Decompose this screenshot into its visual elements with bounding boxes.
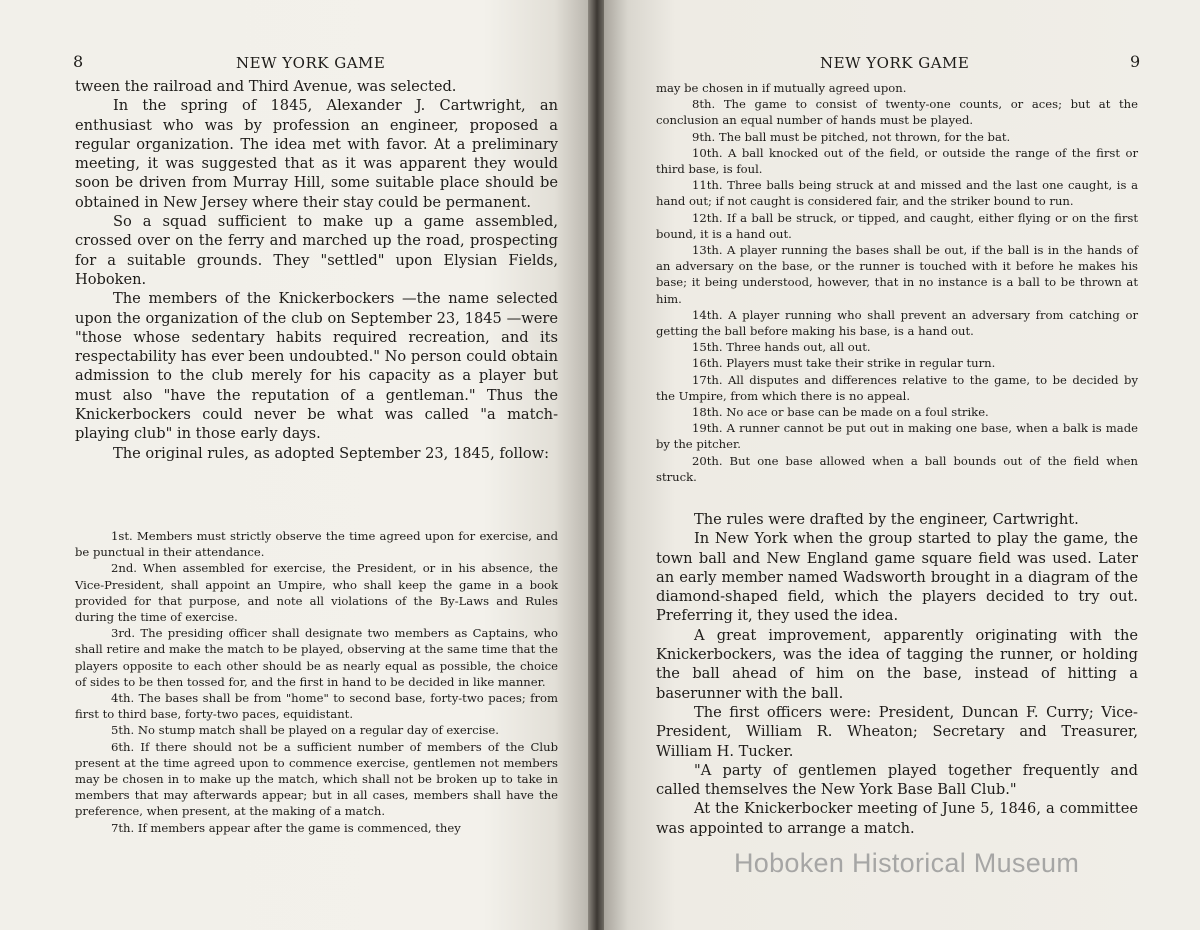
rule-item: 16th. Players must take their strike in regular turn. (692, 356, 996, 371)
left-rules-list (75, 528, 558, 836)
left-page (0, 0, 590, 930)
paragraph: The members of the Knickerbockers —the name selected upon the organization of the club on September 23, 1845 —were "those whose sedentary habits required recreation, and its respectability has ever been undoubted." No person could obtain admission to the club merely for his capacity as a player but must also "have the reputation of a gentleman." Thus the Knickerbockers could never be what was called "a match-playing club" in those early days. (75, 290, 558, 443)
paragraph: tween the railroad and Third Avenue, was selected. (75, 78, 457, 95)
rule-item: 6th. If there should not be a sufficient number of members of the Club present at the time agreed upon to commence exercise, gentlemen not members may be chosen in to make up the match, which shall not be broken up to take in members that may afterwards appear; but in all cases, members shall have the preference, when present, at the making of a match. (75, 739, 558, 819)
paragraph: The rules were drafted by the engineer, Cartwright. (694, 511, 1079, 528)
rule-item: 14th. A player running who shall prevent an adversary from catching or getting the ball before making his base, is a hand out. (656, 307, 1138, 339)
rule-item: 20th. But one base allowed when a ball bounds out of the field when struck. (656, 453, 1138, 484)
rule-item: 17th. All disputes and differences relative to the game, to be decided by the Umpire, from which there is no appeal. (656, 372, 1138, 403)
rule-item: 2nd. When assembled for exercise, the President, or in his absence, the Vice-President, shall appoint an Umpire, who shall keep the game in a book provided for that purpose, and note all violations of the By-Laws and Rules during the time of exercise. (75, 561, 558, 625)
rule-item: 9th. The ball must be pitched, not thrown, for the bat. (692, 129, 1011, 144)
left-page-number: 8 (73, 52, 84, 71)
paragraph: So a squad sufficient to make up a game assembled, crossed over on the ferry and marched up the road, prospecting for a suitable grounds. They "settled" upon Elysian Fields, Hoboken. (75, 213, 558, 288)
left-running-head: NEW YORK GAME (236, 54, 386, 72)
rule-item: 18th. No ace or base can be made on a foul strike. (692, 405, 989, 420)
right-running-head: NEW YORK GAME (820, 54, 970, 72)
rule-item: 1st. Members must strictly observe the time agreed upon for exercise, and be punctual in their attendance. (75, 529, 558, 560)
rule-item: 3rd. The presiding officer shall designate two members as Captains, who shall retire and make the match to be played, observing at the same time that the players opposite to each other should be as nearly equal as possible, the choice of sides to be then tossed for, and the first in hand to be decided in like manner. (75, 626, 558, 689)
paragraph: A great improvement, apparently originating with the Knickerbockers, was the idea of tagging the runner, or holding the ball ahead of him on the base, instead of hitting a baserunner with the ball. (656, 626, 1138, 702)
rule-item: 13th. A player running the bases shall be out, if the ball is in the hands of an adversary on the base, or the runner is touched with it before he makes his base; it being understood, however, that in no instance is a ball to be thrown at him. (656, 243, 1138, 306)
right-page (604, 0, 1200, 930)
right-rules-list (656, 80, 1138, 485)
paragraph: In New York when the group started to play the game, the town ball and New England game square field was used. Later an early member named Wadsworth brought in a diagram of the diamond-shaped field, which the players decided to try out. Preferring it, they used the idea. (656, 530, 1138, 625)
rule-item: may be chosen in if mutually agreed upon. (656, 81, 907, 95)
rule-item: 8th. The game to consist of twenty-one counts, or aces; but at the conclusion an equal number of hands must be played. (656, 97, 1138, 128)
rule-item: 12th. If a ball be struck, or tipped, and caught, either flying or on the first bound, it is a hand out. (656, 210, 1138, 241)
paragraph: The original rules, as adopted September 23, 1845, follow: (113, 444, 550, 462)
paragraph: "A party of gentlemen played together frequently and called themselves the New York Base Ball Club." (656, 761, 1138, 799)
rule-item: 19th. A runner cannot be put out in making one base, when a balk is made by the pitcher. (656, 421, 1138, 452)
right-page-number: 9 (1130, 52, 1141, 71)
rule-item: 4th. The bases shall be from "home" to second base, forty-two paces; from first to third base, forty-two paces, equidistant. (75, 691, 558, 722)
left-body-text (75, 77, 558, 463)
paragraph: The first officers were: President, Duncan F. Curry; Vice-President, William R. Wheaton; Secretary and Treasurer, William H. Tucker. (656, 703, 1138, 760)
paragraph: At the Knickerbocker meeting of June 5, 1846, a committee was appointed to arrange a match. (656, 800, 1138, 837)
paragraph: In the spring of 1845, Alexander J. Cartwright, an enthusiast who was by profession an engineer, proposed a regular organization. The idea met with favor. At a preliminary meeting, it was suggested that as it was apparent they would soon be driven from Murray Hill, some suitable place should be obtained in New Jersey where their stay could be permanent. (75, 97, 558, 211)
museum-watermark: Hoboken Historical Museum (734, 848, 1080, 878)
rule-item: 11th. Three balls being struck at and missed and the last one caught, is a hand out; if not caught is considered fair, and the striker bound to run. (656, 178, 1138, 209)
rule-item: 5th. No stump match shall be played on a regular day of exercise. (111, 723, 499, 738)
right-body-text (656, 510, 1138, 838)
rule-item: 7th. If members appear after the game is commenced, they (111, 820, 461, 835)
rule-item: 10th. A ball knocked out of the field, or outside the range of the first or third base, is foul. (656, 145, 1138, 177)
rule-item: 15th. Three hands out, all out. (692, 340, 871, 355)
